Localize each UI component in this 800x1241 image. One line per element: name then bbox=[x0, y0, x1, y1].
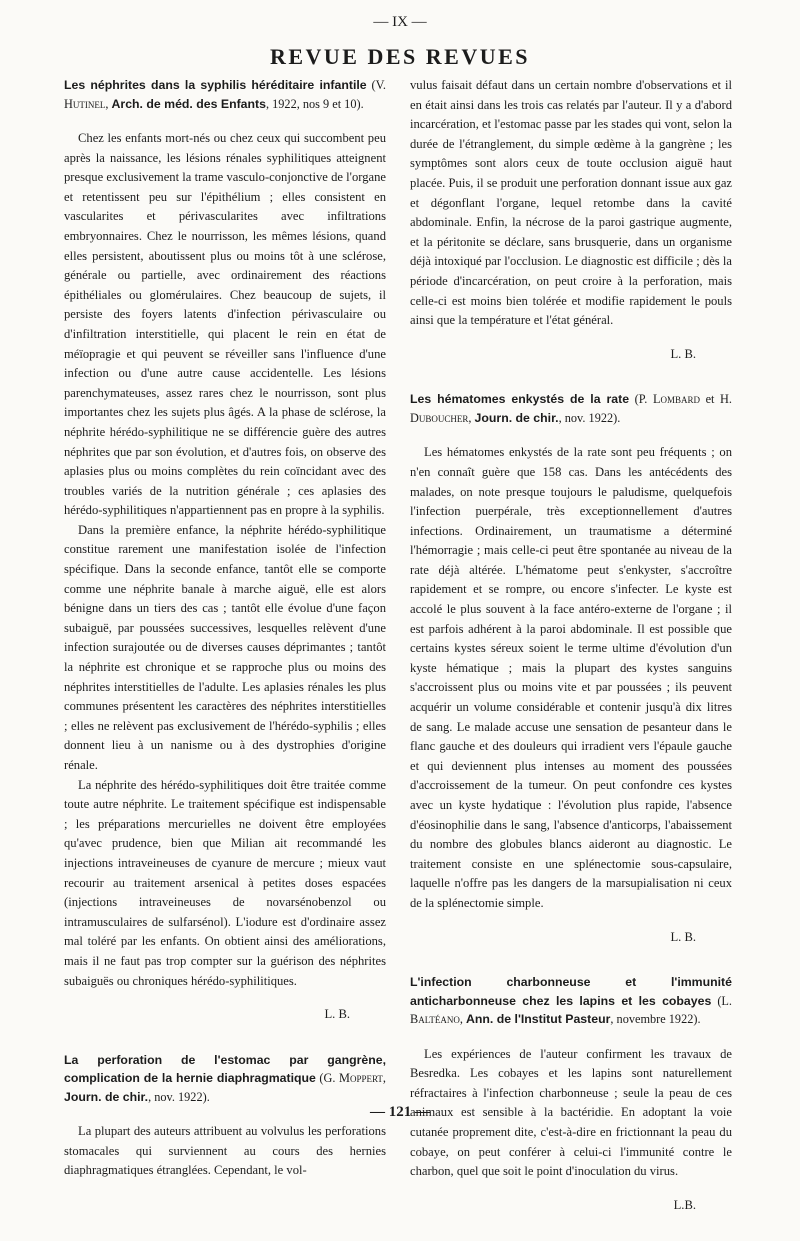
page-number: — 121 — bbox=[370, 1104, 430, 1120]
signature: L. B. bbox=[324, 1007, 350, 1022]
author-name: Baltéano bbox=[410, 1012, 460, 1027]
author-name: Moppert bbox=[339, 1071, 383, 1086]
article-title bbox=[410, 390, 732, 427]
journal-name: Journ. de chir. bbox=[64, 1089, 149, 1104]
signature: L. B. bbox=[670, 929, 696, 944]
paragraph: Les expériences de l'auteur confirment les travaux de Besredka. Les cobayes et les lapins sont naturellement réfractaires à l'infection charbonneuse ; seule la peau de ces animaux est sensible à la bactéridie. En adoptant la voie cutanée proprement dite, c'est-à-dire en frictionnant la peau du cobaye, on peut conférer à celui-ci l'immunité contre le charbon, quel que soit le point d'inoculation du virus. bbox=[410, 1046, 732, 1179]
section-header: REVUE DES REVUES bbox=[269, 44, 531, 69]
paragraph: Chez les enfants mort-nés ou chez ceux qui succombent peu après la naissance, les lésions rénales syphilitiques atteignent presque exclusivement la trame vasculo-conjonctive de l'organe et retentissent peu sur l'épithélium ; elles consistent en vascularites et périvascularites avec infiltrations embryonnaires. Chez le nourrisson, les mêmes lésions, quand elles persistent, aboutissent plus ou moins tôt à une sclérose, générale ou partielle, avec ordinairement des réactions épithéliales ou glomérulaires. Chez beaucoup de sujets, il persiste des foyers latents d'infection périvasculaire ou d'infiltration interstitielle, qui placent le rein en état de méïopragie et qui peuvent se réveiller sans l'influence d'une infection ou d'une autre cause accidentelle. Les lésions parenchymateuses, assez rares chez le nourrisson, sont plus importantes chez les sujets plus âgés. A la phase de sclérose, la néphrite hérédo-syphilitique ne se différencie guère des autres néphrites que par son évolution, et d'autres fois, on observe des aplasies plus ou moins complètes du rein coïncidant avec des troubles variés de la nutrition générale ; ces aplasies des hérédo-syphilitiques n'appartiennent pas en propre à la syphilis. bbox=[64, 131, 386, 518]
signature: L. B. bbox=[670, 346, 696, 361]
article-title bbox=[410, 973, 732, 1029]
right-column bbox=[410, 76, 732, 1241]
citation: (V. Hutinel, Arch. de méd. des Enfants, 1922, nos 9 et 10). bbox=[64, 78, 386, 111]
section-folio: — IX — bbox=[373, 14, 427, 30]
article-charbon bbox=[410, 973, 732, 1215]
signature: L.B. bbox=[673, 1197, 696, 1212]
title-text: Les néphrites dans la syphilis héréditaire infantile bbox=[64, 78, 367, 92]
title-text: Les hématomes enkystés de la rate bbox=[410, 392, 630, 407]
paragraph: Les hématomes enkystés de la rate sont peu fréquents ; on n'en connaît guère que 158 cas. Dans les antécédents des malades, on note presque toujours le paludisme, quelquefois l'infection puerpérale, très exceptionnellement d'autres infections. Ordinairement, un traumatisme a déterminé l'hémorragie ; mais celle-ci peut être spontanée au niveau de la rate déjà altérée. L'hématome peut s'enkyster, s'accroître rapidement et se rompre, ou encore s'infecter. Le kyste est accolé le plus souvent à la face antéro-externe de l'organe ; il est parfois adhérent à la paroi abdominale. Il est possible que certains kystes séreux soient le terme ultime d'évolution d'un kyste hématique ; mais la plupart des kystes sanguins s'accroissent plus ou moins vite et par poussées ; ils peuvent acquérir un volume considérable et contenir jusqu'à dix litres de sang. Le malade accuse une sensation de pesanteur dans le flanc gauche et des douleurs qui irradient vers l'épaule gauche et qui deviennent plus intenses au moment des poussées d'accroissement de la tumeur. On peut confondre ces kystes avec un kyste hydatique : l'évolution plus rapide, l'absence d'éosinophilie dans le sang, l'absence d'anticorps, l'abaissement du nombre des globules blancs aideront au diagnostic. Le traitement consiste en une splénectomie sous-capsulaire, laquelle n'offre pas les dangers de la marsupialisation ni ceux de la splénectomie simple. bbox=[410, 445, 732, 910]
author-name: Hutinel bbox=[64, 96, 106, 111]
article-nephrites bbox=[64, 76, 386, 1025]
paragraph: La plupart des auteurs attribuent au volvulus les perforations stomacales qui surviennent au cours des hernies diaphragmatiques étranglées. Cependant, le vol- bbox=[64, 1124, 386, 1178]
paragraph: La néphrite des hérédo-syphilitiques doit être traitée comme toute autre néphrite. Le traitement spécifique est indispensable ; les préparations mercurielles ne doivent être employées qu'avec prudence, bien que Milian ait recommandé les injections intraveineuses de cyanure de mercure ; mieux vaut recourir au traitement arsenical à petites doses espacées (injections intraveineuses de novarsénobenzol ou intramusculaires de sulfarsénol). L'iodure est d'ordinaire assez mal toléré par les enfants. On obtient ainsi des améliorations, mais il ne faut pas trop compter sur la guérison des néphrites subaiguës ou chroniques hérédo-syphilitiques. bbox=[64, 777, 386, 988]
title-text: L'infection charbonneuse et l'immunité anticharbonneuse chez les lapins et les cobayes bbox=[410, 975, 732, 1008]
citation: (L. Baltéano, Ann. de l'Institut Pasteur, novembre 1922). bbox=[410, 993, 732, 1027]
left-column bbox=[64, 76, 386, 1181]
journal-name: Ann. de l'Institut Pasteur bbox=[466, 1012, 611, 1027]
article-perforation-continued bbox=[410, 76, 732, 364]
article-title bbox=[64, 1051, 386, 1107]
author-name: Duboucher bbox=[410, 410, 469, 425]
author-name: Lombard bbox=[652, 392, 700, 407]
article-hematomes bbox=[410, 390, 732, 947]
citation: (P. Lombard et H. Duboucher, Journ. de chir., nov. 1922). bbox=[410, 392, 733, 425]
journal-name: Journ. de chir. bbox=[474, 410, 559, 425]
title-text: La perforation de l'estomac par gangrène, complication de la hernie diaphragmatique bbox=[64, 1052, 386, 1086]
article-title bbox=[64, 76, 386, 113]
paragraph: Dans la première enfance, la néphrite hérédo-syphilitique constitue rarement une manifestation isolée de l'infection spécifique. Dans la seconde enfance, tantôt elle se comporte comme une néphrite banale à marche aiguë, elle est alors bénigne dans un tiers des cas ; tantôt elle évolue d'une façon subaiguë, par poussées successives, lesquelles relèvent d'une infection surajoutée ou de diverses causes déprimantes ; tantôt la néphrite est chronique et se rapproche plus ou moins des néphrites interstitielles de l'adulte. Les aplasies rénales les plus communes présentent les caractères des néphrites interstitielles ; elles ne relèvent pas exclusivement de l'hérédo-syphilis ; elles donnent lieu à un nanisme ou à des dystrophies d'origine rénale. bbox=[64, 522, 386, 772]
paragraph-continuation: vulus faisait défaut dans un certain nombre d'observations et il en était ainsi dans les trois cas relatés par l'auteur. Il y a d'abord incarcération, et l'estomac passe par les stades qui vont, selon la durée de l'étranglement, du simple œdème à la gangrène ; les symptômes sont alors ceux de toute occlusion aiguë haut placée. Puis, il se produit une perforation donnant issue aux gaz et dégonflant l'organe, lequel retombe dans la cavité abdominale. Enfin, la nécrose de la paroi gastrique augmente, et la péritonite se déclare, sans brusquerie, dans un organisme déjà intoxiqué par l'occlusion. Le diagnostic est difficile ; dès la période d'incarcération, on peut croire à la perforation, mais celle-ci est moins bien tolérée et modifie rapidement le pouls ainsi que la température et l'état général. bbox=[410, 78, 732, 328]
citation: (G. Moppert, Journ. de chir., nov. 1922). bbox=[64, 1071, 386, 1104]
journal-name: Arch. de méd. des Enfants bbox=[111, 96, 266, 111]
